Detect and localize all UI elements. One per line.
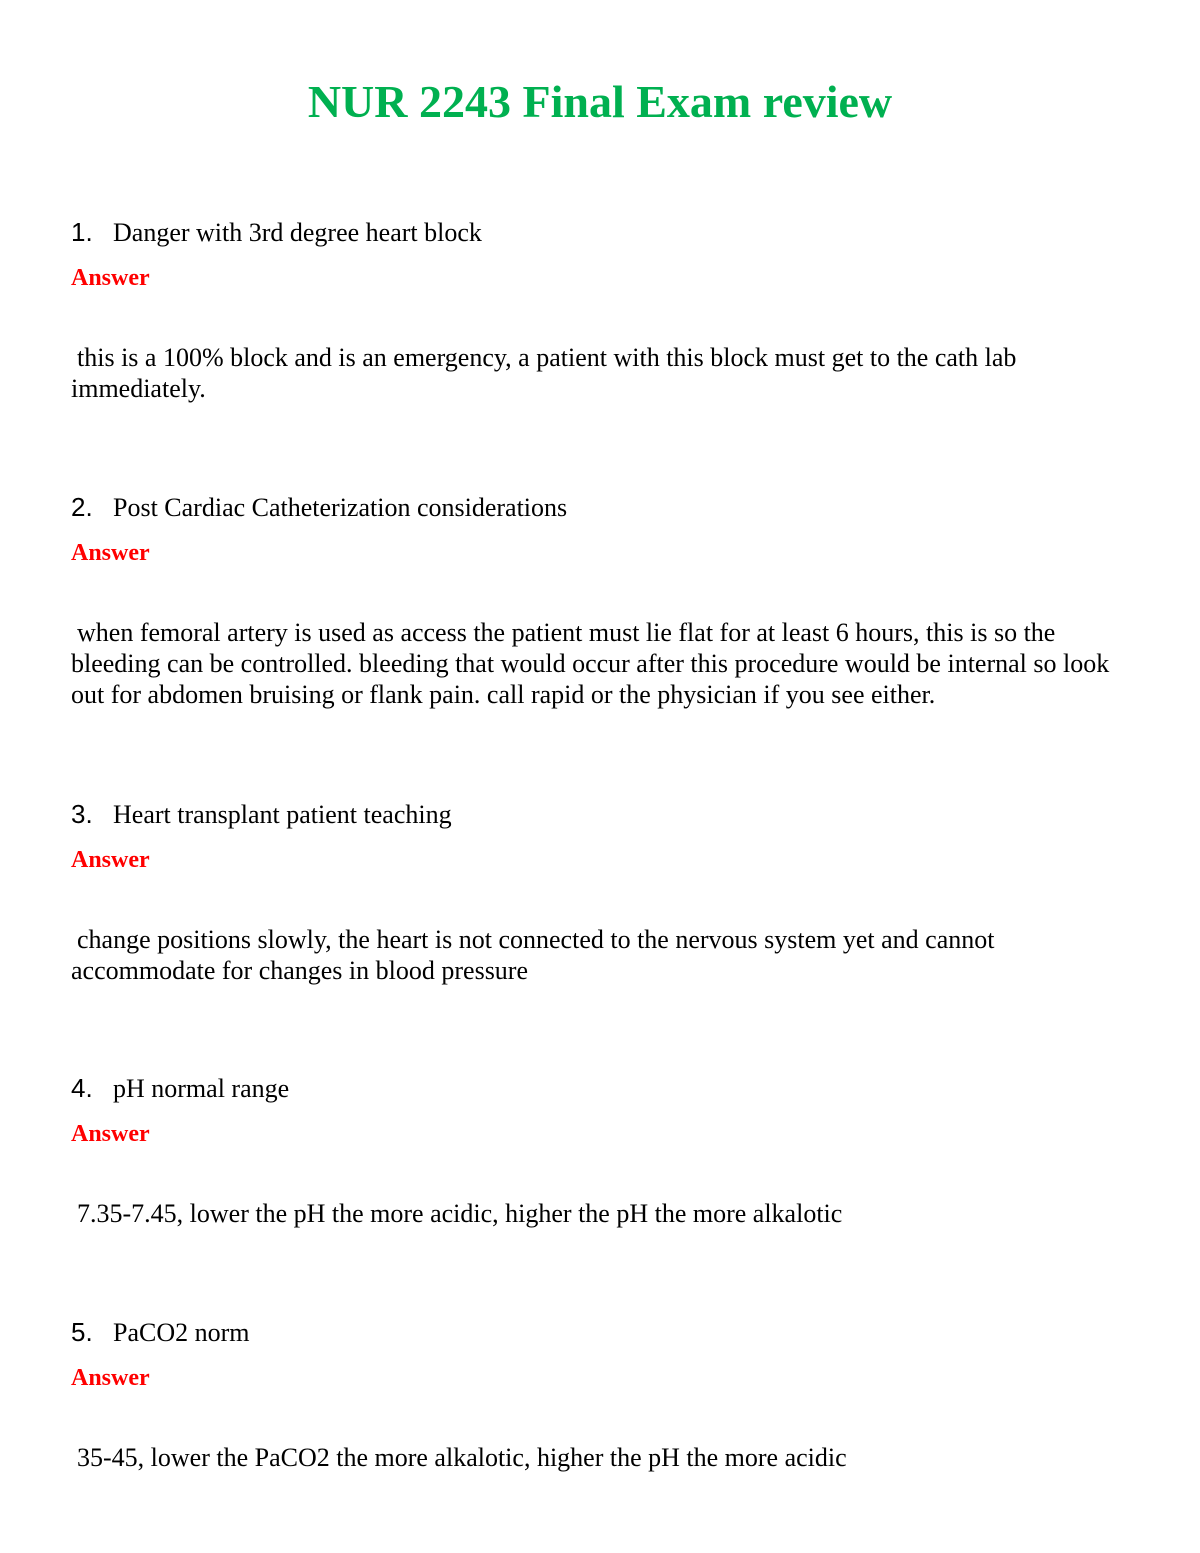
qa-item-5	[71, 1315, 1131, 1472]
question-5	[71, 1315, 1131, 1349]
answer-label: Answer	[71, 1365, 150, 1391]
question-2	[71, 490, 1131, 524]
answer-text: when femoral artery is used as access the patient must lie flat for at least 6 hours, this is so the bleeding can be controlled. bleeding that would occur after this procedure would be internal so look out for abdomen bruising or flank pain. call rapid or the physician if you see either.	[71, 618, 1110, 709]
answer-text: 35-45, lower the PaCO2 the more alkalotic, higher the pH the more acidic	[77, 1443, 847, 1472]
answer-label: Answer	[71, 265, 150, 291]
question-text: PaCO2 norm	[113, 1318, 250, 1347]
question-3	[71, 797, 1131, 831]
question-text: Danger with 3rd degree heart block	[113, 218, 482, 247]
question-number: 4.	[71, 1073, 93, 1103]
question-4	[71, 1071, 1131, 1105]
question-number: 1.	[71, 217, 93, 247]
question-number: 5.	[71, 1317, 93, 1347]
qa-item-3	[71, 797, 1131, 985]
question-number: 3.	[71, 799, 93, 829]
page-title: NUR 2243 Final Exam review	[307, 76, 893, 127]
answer-text: this is a 100% block and is an emergency, a patient with this block must get to the cath lab immediately.	[71, 343, 1017, 403]
answer-text: change positions slowly, the heart is not connected to the nervous system yet and cannot accommodate for changes in blood pressure	[71, 925, 995, 985]
question-1	[71, 215, 1131, 249]
question-text: Heart transplant patient teaching	[113, 800, 452, 829]
qa-item-4	[71, 1071, 1131, 1228]
answer-label: Answer	[71, 540, 150, 566]
question-text: Post Cardiac Catheterization considerations	[113, 493, 568, 522]
answer-label: Answer	[71, 1121, 150, 1147]
answer-text: 7.35-7.45, lower the pH the more acidic, higher the pH the more alkalotic	[77, 1199, 843, 1228]
qa-item-1	[71, 215, 1131, 403]
qa-item-2	[71, 490, 1131, 709]
question-number: 2.	[71, 492, 93, 522]
question-text: pH normal range	[113, 1074, 290, 1103]
answer-label: Answer	[71, 847, 150, 873]
